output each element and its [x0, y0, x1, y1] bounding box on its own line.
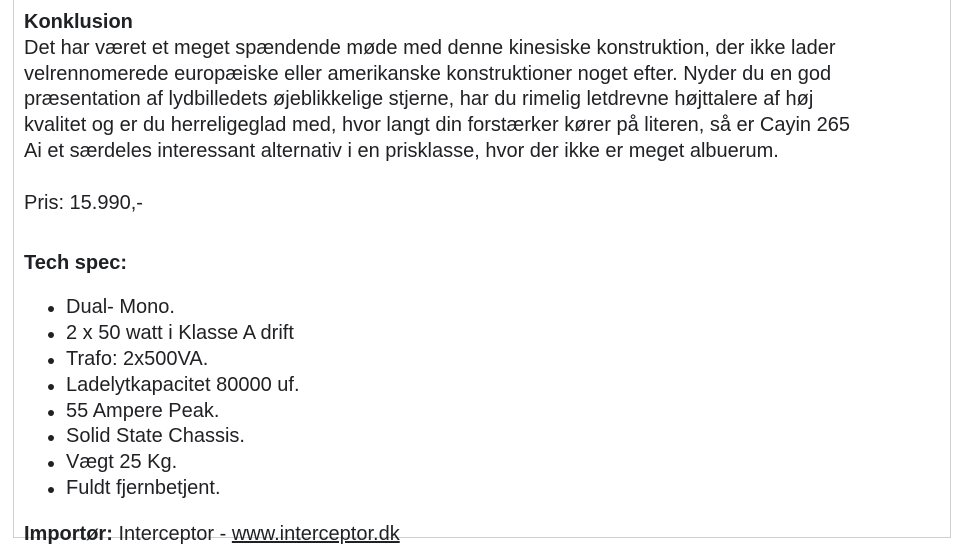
conclusion-heading: Konklusion — [24, 11, 133, 33]
importer-line — [24, 522, 944, 548]
conclusion-paragraph — [24, 36, 944, 165]
conclusion-line: præsentation af lydbilledets øjeblikkelige stjerne, har du rimelig letdrevne højttalere af høj — [24, 88, 814, 111]
list-item: Dual- Mono. — [66, 295, 944, 321]
price-text: Pris: 15.990,- — [24, 191, 143, 214]
conclusion-line: Ai et særdeles interessant alternativ i en prisklasse, hvor der ikke er meget albuerum. — [24, 139, 779, 162]
list-item: Fuldt fjernbetjent. — [66, 476, 944, 502]
importer-name: Interceptor - — [118, 522, 232, 545]
tech-spec-list — [24, 295, 944, 501]
conclusion-line: kvalitet og er du herreligeglad med, hvor langt din forstærker kører på literen, så er Cayin 265 — [24, 114, 850, 137]
conclusion-line: Det har været et meget spændende møde med denne kinesiske konstruktion, der ikke lader — [24, 36, 836, 59]
list-item: Ladelytkapacitet 80000 uf. — [66, 373, 944, 399]
list-item: Solid State Chassis. — [66, 424, 944, 450]
list-item: 55 Ampere Peak. — [66, 399, 944, 425]
list-item: 2 x 50 watt i Klasse A drift — [66, 321, 944, 347]
list-item: Vægt 25 Kg. — [66, 450, 944, 476]
list-item: Trafo: 2x500VA. — [66, 347, 944, 373]
conclusion-line: velrennomerede europæiske eller amerikanske konstruktioner noget efter. Nyder du en god — [24, 62, 832, 85]
importer-label: Importør: — [24, 522, 113, 545]
tech-spec-heading: Tech spec: — [24, 251, 127, 274]
article-content — [24, 10, 944, 548]
importer-website-link[interactable]: www.interceptor.dk — [231, 522, 400, 545]
